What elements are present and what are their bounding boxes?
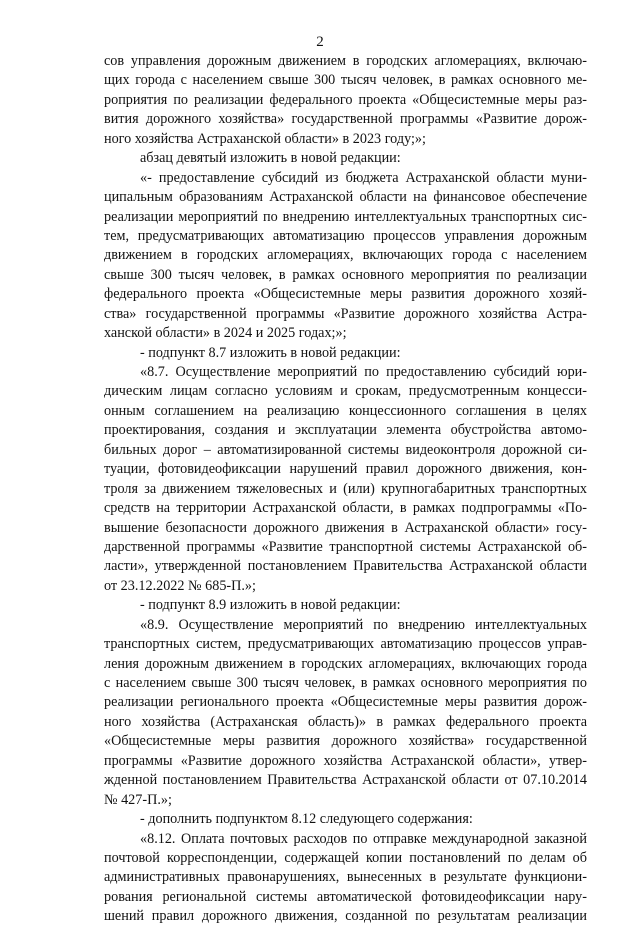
text-line: почтовой корреспонденции, содержащей копии постановлений по делам об (104, 849, 587, 866)
text-line: ства» государственной программы «Развитие дорожного хозяйства Астра- (104, 305, 587, 322)
text-line: «- предоставление субсидий из бюджета Астраханской области муни- (140, 169, 587, 186)
text-line: реализации мероприятий по внедрению интеллектуальных транспортных сис- (104, 208, 587, 225)
text-line: федерального проекта «Общесистемные меры развития дорожного хозяй- (104, 286, 587, 303)
text-line: ного хозяйства (Астраханская область)» в рамках федерального проекта (104, 713, 587, 730)
text-line: дическим лицам согласно условиям и срокам, предусмотренным концесси- (104, 383, 587, 400)
text-line: административных правонарушениях, вынесенных в результате функциони- (104, 869, 587, 886)
text-line: роприятия по реализации федерального проекта «Общесистемные меры раз- (104, 91, 587, 108)
text-line: ного хозяйства Астраханской области» в 2023 году;»; (104, 130, 426, 147)
text-line: абзац девятый изложить в новой редакции: (140, 150, 401, 167)
text-line: щих города с населением свыше 300 тысяч человек, в рамках основного ме- (104, 72, 587, 89)
text-line: ханской области» в 2024 и 2025 годах;»; (104, 325, 347, 342)
text-line: свыше 300 тысяч человек, в рамках основного мероприятия по реализации (104, 266, 587, 283)
text-line: № 427-П.»; (104, 791, 172, 808)
text-line: вышение безопасности дорожного движения в Астраханской области» госу- (104, 519, 587, 536)
text-line: «8.9. Осуществление мероприятий по внедрению интеллектуальных (140, 616, 587, 633)
text-line: бильных дорог – автоматизированной системы видеоконтроля дорожной си- (104, 441, 587, 458)
text-line: «8.7. Осуществление мероприятий по предоставлению субсидий юри- (140, 364, 587, 380)
text-line: вития дорожного хозяйства» государственной программы «Развитие дорож- (104, 111, 587, 128)
text-line: реализации регионального проекта «Общесистемные меры развития дорож- (104, 694, 587, 711)
text-line: транспортных систем, предусматривающих автоматизацию процессов управ- (104, 636, 587, 653)
text-line: - подпункт 8.7 изложить в новой редакции: (140, 344, 401, 361)
text-line: - дополнить подпунктом 8.12 следующего содержания: (140, 811, 473, 828)
text-line: дарственной программы «Развитие транспортной системы Астраханской об- (104, 538, 587, 555)
text-line: движением в городских агломерациях, включающих города с населением (104, 247, 587, 264)
text-line: сов управления дорожным движением в городских агломерациях, включаю- (104, 53, 587, 69)
text-line: ласти», утвержденной постановлением Правительства Астраханской области (104, 558, 587, 575)
text-line: троля за движением тяжеловесных и (или) крупногабаритных транспортных (104, 480, 587, 497)
text-line: туации, фотовидеофиксации нарушений правил дорожного движения, кон- (104, 461, 587, 478)
text-line: с населением свыше 300 тысяч человек, в рамках основного мероприятия по (104, 675, 587, 691)
text-line: проектирования, создания и эксплуатации элемента обустройства автомо- (104, 422, 587, 439)
text-line: рования региональной системы автоматической фотовидеофиксации нару- (104, 888, 587, 905)
text-line: жденной постановлением Правительства Астраханской области от 07.10.2014 (104, 772, 587, 789)
text-line: ципальным образованиям Астраханской области на финансовое обеспечение (104, 189, 587, 206)
text-line: «8.12. Оплата почтовых расходов по отправке международной заказной (140, 830, 587, 847)
text-line: ления дорожным движением в городских агломерациях, включающих города (104, 655, 587, 672)
text-line: - подпункт 8.9 изложить в новой редакции: (140, 597, 401, 614)
text-line: программы «Развитие дорожного хозяйства Астраханской области», утвер- (104, 752, 587, 769)
body-text (104, 52, 587, 927)
text-line: шений правил дорожного движения, созданной по результатам реализации (104, 908, 587, 925)
text-line: «Общесистемные меры развития дорожного хозяйства» государственной (104, 733, 587, 750)
text-line: от 23.12.2022 № 685-П.»; (104, 577, 256, 594)
text-line: тем, предусматривающих автоматизацию процессов управления дорожным (104, 227, 587, 244)
text-line: средств на территории Астраханской области, в рамках подпрограммы «По- (104, 500, 587, 517)
text-line: онным соглашением на реализацию концессионного соглашения в целях (104, 402, 587, 419)
page-number: 2 (316, 34, 324, 50)
